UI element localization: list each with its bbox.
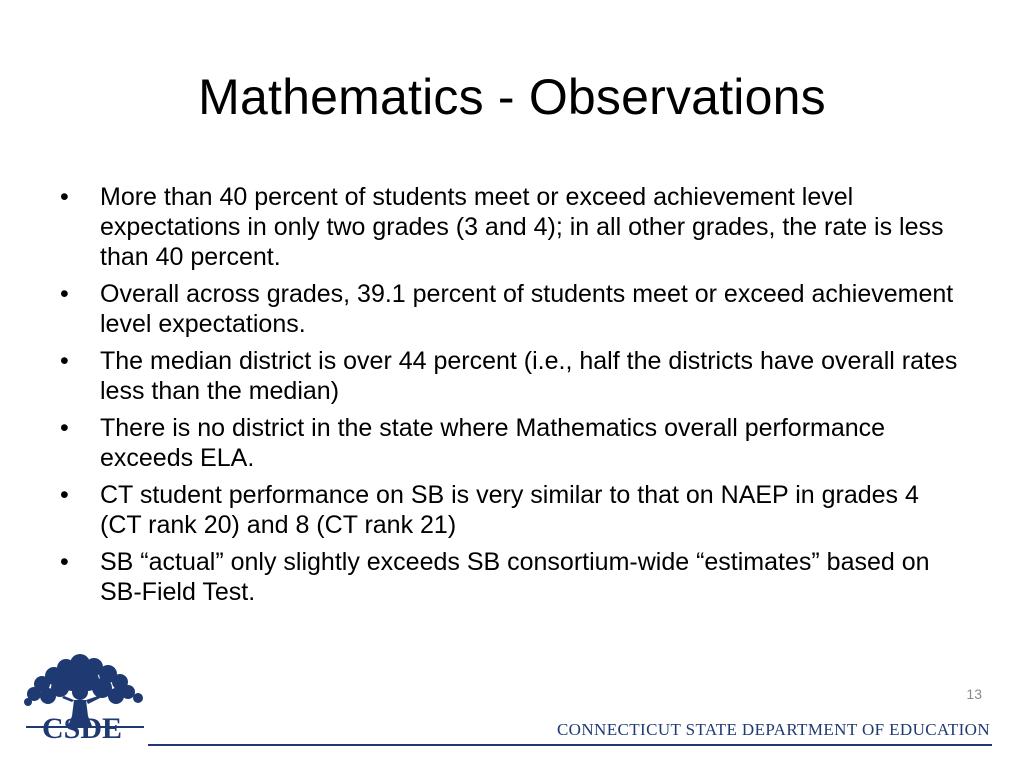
organization-name: CONNECTICUT STATE DEPARTMENT OF EDUCATION [556,720,990,739]
bullet-text: SB “actual” only slightly exceeds SB consortium-wide “estimates” based on SB-Field Test. [100,548,930,606]
footer-divider [148,744,992,746]
bullet-dot: • [60,548,69,576]
bullet-dot: • [60,183,69,211]
logo-text: CSDE [42,712,123,745]
bullet-item [60,182,960,272]
bullet-text: Overall across grades, 39.1 percent of students meet or exceed achievement level expectations. [100,280,954,338]
slide-title: Mathematics - Observations [198,69,826,125]
bullet-item [60,480,960,540]
bullet-dot: • [60,280,69,308]
bullet-item [60,346,960,406]
bullet-item [60,279,960,339]
bullet-dot: • [60,481,69,509]
bullet-text: There is no district in the state where Mathematics overall performance exceeds ELA. [100,414,886,472]
bullet-dot: • [60,347,69,375]
bullet-item [60,413,960,473]
bullet-dot: • [60,414,69,442]
bullet-list [60,182,960,614]
bullet-item [60,547,960,607]
page-number: 13 [966,686,982,702]
bullet-text: CT student performance on SB is very similar to that on NAEP in grades 4 (CT rank 20) and 8 (CT rank 21) [100,481,919,539]
bullet-text: The median district is over 44 percent (i.e., half the districts have overall rates less than the median) [100,347,958,405]
bullet-text: More than 40 percent of students meet or exceed achievement level expectations in only two grades (3 and 4); in all other grades, the rate is less than 40 percent. [100,183,944,271]
